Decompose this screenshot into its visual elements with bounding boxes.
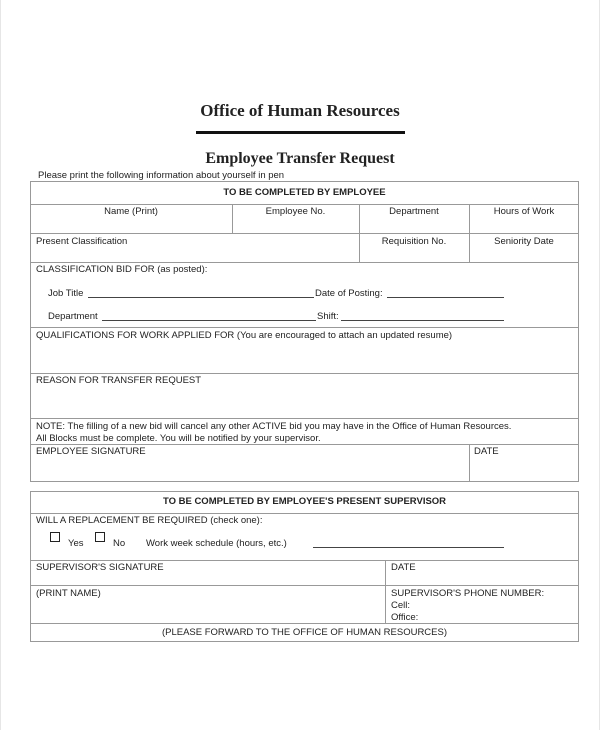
schedule-label: Work week schedule (hours, etc.) [146, 538, 287, 549]
divider [30, 585, 579, 586]
office-heading: Office of Human Resources [200, 101, 400, 120]
yes-checkbox[interactable] [50, 532, 60, 542]
supervisor-signature-label: SUPERVISOR'S SIGNATURE [36, 562, 164, 573]
reason-label: REASON FOR TRANSFER REQUEST [36, 375, 202, 386]
divider [469, 444, 470, 482]
no-label: No [113, 538, 126, 549]
supervisor-date-label: DATE [391, 562, 416, 573]
cell-label: Cell: [391, 600, 411, 611]
shift-label: Shift: [317, 311, 339, 322]
job-title-input[interactable] [88, 297, 314, 298]
title-rule [196, 131, 405, 134]
form-title: Employee Transfer Request [205, 150, 395, 167]
name-field-label: Name (Print) [104, 206, 158, 217]
forward-note: (PLEASE FORWARD TO THE OFFICE OF HUMAN RESOURCES) [161, 627, 448, 638]
posting-date-label: Date of Posting: [315, 288, 383, 299]
divider [30, 560, 579, 561]
requisition-field-label: Requisition No. [381, 236, 447, 247]
divider [30, 327, 579, 328]
qualifications-label: QUALIFICATIONS FOR WORK APPLIED FOR (You are encouraged to attach an updated resume) [36, 330, 453, 341]
divider [30, 513, 579, 514]
divider [385, 560, 386, 623]
divider [30, 444, 579, 445]
department-field-label: Department [389, 206, 439, 217]
divider [30, 204, 579, 205]
note-line-1: NOTE: The filling of a new bid will cancel any other ACTIVE bid you may have in the Office of Human Resources. [36, 421, 512, 432]
office-phone-label: Office: [391, 612, 419, 623]
employee-no-field-label: Employee No. [265, 206, 326, 217]
print-name-label: (PRINT NAME) [36, 588, 101, 599]
job-title-label: Job Title [48, 288, 84, 299]
divider [30, 233, 579, 234]
divider [30, 373, 579, 374]
schedule-input[interactable] [313, 547, 504, 548]
posting-date-input[interactable] [387, 297, 504, 298]
seniority-field-label: Seniority Date [494, 236, 554, 247]
supervisor-section-heading: TO BE COMPLETED BY EMPLOYEE'S PRESENT SUPERVISOR [162, 496, 447, 507]
divider [30, 623, 579, 624]
yes-label: Yes [68, 538, 84, 549]
no-checkbox[interactable] [95, 532, 105, 542]
divider [30, 262, 579, 263]
classification-field-label: Present Classification [36, 236, 128, 247]
bid-department-input[interactable] [102, 320, 316, 321]
employee-signature-label: EMPLOYEE SIGNATURE [36, 446, 146, 457]
shift-input[interactable] [341, 320, 504, 321]
employee-date-label: DATE [474, 446, 499, 457]
phone-label: SUPERVISOR'S PHONE NUMBER: [391, 588, 545, 599]
bid-label: CLASSIFICATION BID FOR (as posted): [36, 264, 208, 275]
replacement-label: WILL A REPLACEMENT BE REQUIRED (check one): [36, 515, 263, 526]
bid-department-label: Department [48, 311, 98, 322]
note-line-2: All Blocks must be complete. You will be notified by your supervisor. [36, 433, 321, 444]
instructions: Please print the following information about yourself in pen [38, 170, 285, 181]
hours-field-label: Hours of Work [493, 206, 555, 217]
divider [30, 418, 579, 419]
employee-section-heading: TO BE COMPLETED BY EMPLOYEE [223, 187, 386, 198]
